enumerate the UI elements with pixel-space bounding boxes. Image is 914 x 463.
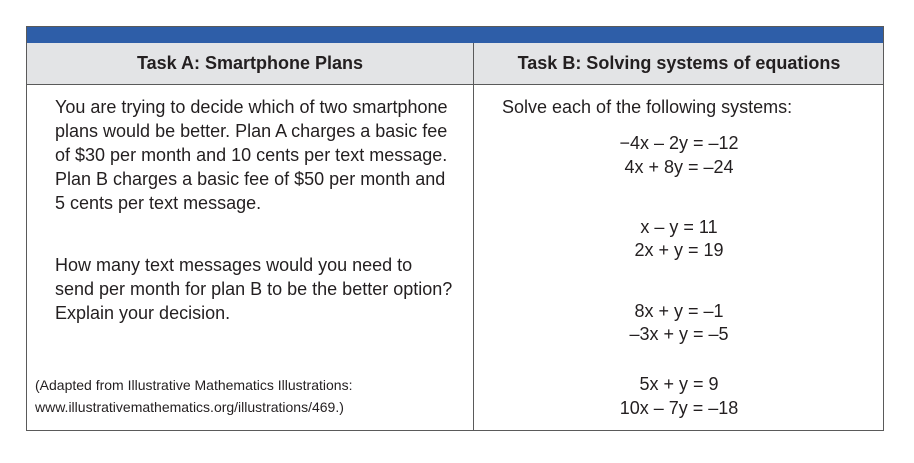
system-4-equation-1: 5x + y = 9 — [639, 374, 719, 394]
system-1-equation-2: 4x + 8y = –24 — [624, 157, 734, 177]
system-3-equation-2: –3x + y = –5 — [629, 324, 729, 344]
source-line-1: (Adapted from Illustrative Mathematics Illustrations: — [35, 377, 353, 393]
tasks-table — [26, 26, 884, 431]
task-a-source — [35, 374, 465, 418]
table-header-row — [27, 43, 883, 85]
system-2-equation-1: x – y = 11 — [640, 217, 718, 237]
system-1-equation-1: −4x – 2y = –12 — [619, 133, 739, 153]
task-b-intro: Solve each of the following systems: — [502, 97, 793, 117]
task-a-paragraph-2: How many text messages would you need to send per month for plan B to be the better option? Explain your decision. — [55, 255, 453, 323]
system-2-equation-2: 2x + y = 19 — [634, 240, 724, 260]
header-color-bar — [27, 27, 883, 43]
system-3-equation-1: 8x + y = –1 — [634, 301, 724, 321]
source-line-2: www.illustrativemathematics.org/illustrations/469.) — [35, 399, 344, 415]
task-a-paragraph-1: You are trying to decide which of two smartphone plans would be better. Plan A charges a basic fee of $30 per month and 10 cents per text message. Plan B charges a basic fee of $50 per month and 5 cents per text message. — [55, 97, 448, 213]
task-b-heading: Task B: Solving systems of equations — [517, 53, 841, 73]
task-a-heading: Task A: Smartphone Plans — [136, 53, 364, 73]
system-4-equation-2: 10x – 7y = –18 — [619, 398, 739, 418]
